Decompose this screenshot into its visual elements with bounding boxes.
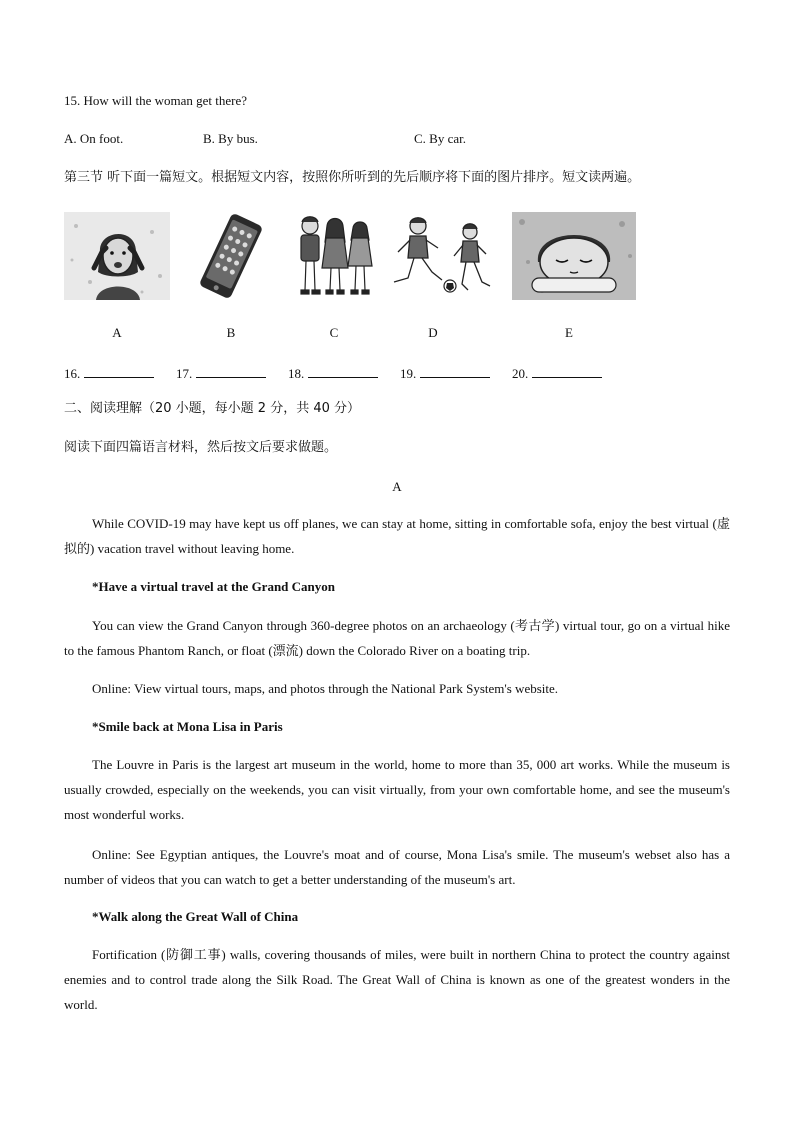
blank-line[interactable] — [84, 364, 154, 378]
girl-covering-ears-icon — [64, 212, 170, 300]
part-2-instruction: 阅读下面四篇语言材料，然后按文后要求做题。 — [64, 440, 338, 455]
passage-intro: While COVID-19 may have kept us off planes, we can stay at home, sitting in comfortable sofa, enjoy the best virtual (虚拟的) vacation travel without leaving home. — [64, 516, 730, 556]
answer-blank-19[interactable] — [400, 364, 490, 382]
mobile-phone-icon — [182, 212, 280, 300]
picture-label-b: B — [226, 325, 236, 340]
picture-label-d: D — [428, 325, 438, 340]
section-3-instruction: 第三节 听下面一篇短文。根据短文内容，按照你所听到的先后顺序将下面的图片排序。短文读两遍。 — [64, 170, 641, 185]
answer-blank-17[interactable] — [176, 364, 266, 382]
picture-a — [64, 212, 170, 300]
section-body-grand-canyon: You can view the Grand Canyon through 360-degree photos on an archaeology (考古学) virtual tour, go on a virtual hike to the famous Phantom Ranch, or float (漂流) down the Colorado River on a boating trip. — [64, 618, 730, 658]
section-body-great-wall: Fortification (防御工事) walls, covering thousands of miles, were built in northern China to protect the country against enemies and to control trade along the Silk Road. The Great Wall of China is known as one of the greatest wonders in the world. — [64, 947, 730, 1012]
option-b: B. By bus. — [203, 131, 258, 146]
section-body-mona-lisa: The Louvre in Paris is the largest art museum in the world, home to more than 35, 000 art works. While the museum is usually crowded, especially on the weekends, you can visit virtually, from your own comfortable home, and see the museum's most wonderful works. — [64, 757, 730, 822]
blank-line[interactable] — [532, 364, 602, 378]
picture-label-c: C — [329, 325, 339, 340]
blank-number: 17. — [176, 366, 193, 381]
blank-number: 16. — [64, 366, 81, 381]
blank-line[interactable] — [420, 364, 490, 378]
blank-line[interactable] — [308, 364, 378, 378]
section-online-grand-canyon: Online: View virtual tours, maps, and photos through the National Park System's website. — [92, 681, 559, 696]
blank-number: 18. — [288, 366, 305, 381]
blank-number: 20. — [512, 366, 529, 381]
picture-b — [182, 212, 280, 300]
passage-label: A — [392, 479, 402, 494]
option-c: C. By car. — [414, 131, 466, 146]
picture-e — [512, 212, 636, 300]
picture-label-a: A — [112, 325, 122, 340]
answer-blank-18[interactable] — [288, 364, 378, 382]
three-children-icon — [292, 212, 378, 300]
section-title-great-wall: *Walk along the Great Wall of China — [92, 909, 299, 924]
option-a: A. On foot. — [64, 131, 124, 146]
section-title-mona-lisa: *Smile back at Mona Lisa in Paris — [92, 719, 283, 734]
part-2-heading: 二、阅读理解（20 小题，每小题 2 分，共 40 分） — [64, 401, 361, 416]
answer-blank-16[interactable] — [64, 364, 154, 382]
picture-d — [388, 212, 498, 300]
boys-playing-football-icon — [388, 212, 498, 300]
question-15: 15. How will the woman get there? — [64, 93, 248, 108]
section-title-grand-canyon: *Have a virtual travel at the Grand Canyon — [92, 579, 336, 594]
blank-number: 19. — [400, 366, 417, 381]
picture-label-e: E — [565, 325, 573, 340]
girl-sleeping-icon — [512, 212, 636, 300]
blank-line[interactable] — [196, 364, 266, 378]
section-online-mona-lisa: Online: See Egyptian antiques, the Louvre's moat and of course, Mona Lisa's smile. The museum's webset also has a number of videos that you can watch to get a better understanding of the museum's art. — [64, 847, 730, 887]
picture-c — [292, 212, 378, 300]
answer-blank-20[interactable] — [512, 364, 602, 382]
